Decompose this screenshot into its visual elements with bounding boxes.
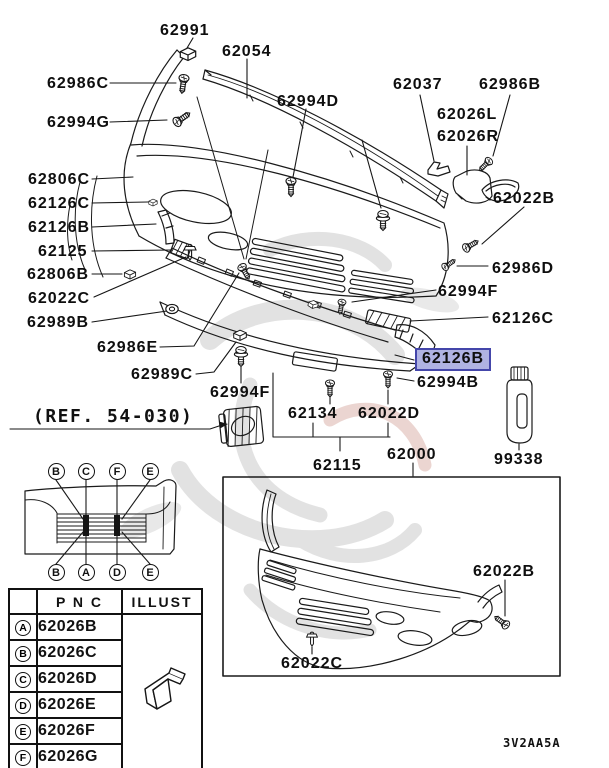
part-label-62126B[interactable]: 62126B	[28, 219, 91, 236]
row-key-cell	[9, 666, 37, 692]
part-label-62022C-2[interactable]: 62022C	[281, 655, 344, 672]
part-label-62037[interactable]: 62037	[393, 76, 443, 93]
part-label-99338[interactable]: 99338	[494, 451, 544, 468]
part-label-62989C[interactable]: 62989C	[131, 366, 194, 383]
grille-callout-top-B: B	[48, 463, 65, 480]
part-label-62986C[interactable]: 62986C	[47, 75, 110, 92]
pnc-column-header: P N C	[37, 589, 122, 614]
illust-cell	[122, 614, 202, 768]
part-label-62994F[interactable]: 62994F	[438, 283, 499, 300]
pnc-cell[interactable]: 62026E	[37, 692, 122, 718]
part-label-62126B-selected[interactable]: 62126B	[415, 348, 491, 371]
row-key-cell	[9, 614, 37, 640]
part-label-62134[interactable]: 62134	[288, 405, 338, 422]
part-label-62126C[interactable]: 62126C	[28, 195, 91, 212]
grille-callout-bottom-E: E	[142, 564, 159, 581]
part-label-62126C-2[interactable]: 62126C	[492, 310, 555, 327]
pnc-cell[interactable]: 62026B	[37, 614, 122, 640]
grille-callout-bottom-A: A	[78, 564, 95, 581]
part-label-62026L[interactable]: 62026L	[437, 106, 498, 123]
part-label-62022D[interactable]: 62022D	[358, 405, 421, 422]
part-label-62989B[interactable]: 62989B	[27, 314, 90, 331]
part-label-62986D[interactable]: 62986D	[492, 260, 555, 277]
pnc-table-header-row	[9, 589, 202, 614]
part-label-62986E[interactable]: 62986E	[97, 339, 159, 356]
table-row	[9, 614, 202, 640]
grille-callout-top-E: E	[142, 463, 159, 480]
grille-callout-top-F: F	[109, 463, 126, 480]
row-key-cell	[9, 692, 37, 718]
part-label-62022B[interactable]: 62022B	[493, 190, 556, 207]
part-label-62991[interactable]: 62991	[160, 22, 210, 39]
grille-callout-bottom-B: B	[48, 564, 65, 581]
part-label-62994B[interactable]: 62994B	[417, 374, 480, 391]
part-label-62026R[interactable]: 62026R	[437, 128, 500, 145]
part-label-62806C[interactable]: 62806C	[28, 171, 91, 188]
row-key-cell	[9, 640, 37, 666]
part-label-62115[interactable]: 62115	[313, 457, 362, 474]
part-label-62000[interactable]: 62000	[387, 446, 437, 463]
key-column-header	[9, 589, 37, 614]
pnc-table	[8, 588, 203, 768]
part-label-62994F-2[interactable]: 62994F	[210, 384, 271, 401]
pnc-cell[interactable]: 62026G	[37, 744, 122, 768]
clip-illustration	[131, 659, 193, 721]
ref-note: (REF. 54-030)	[33, 406, 194, 427]
row-key-badge: A	[15, 620, 31, 636]
row-key-badge: C	[15, 672, 31, 688]
grille-callout-bottom-D: D	[109, 564, 126, 581]
row-key-badge: D	[15, 698, 31, 714]
part-label-62022C[interactable]: 62022C	[28, 290, 91, 307]
row-key-badge: F	[15, 750, 31, 766]
row-key-cell	[9, 744, 37, 768]
grille-callout-top-C: C	[78, 463, 95, 480]
part-label-62986B[interactable]: 62986B	[479, 76, 542, 93]
row-key-badge: E	[15, 724, 31, 740]
part-label-62054[interactable]: 62054	[222, 43, 272, 60]
pnc-cell[interactable]: 62026F	[37, 718, 122, 744]
row-key-badge: B	[15, 646, 31, 662]
part-label-62994D[interactable]: 62994D	[277, 93, 340, 110]
pnc-cell[interactable]: 62026D	[37, 666, 122, 692]
part-label-62994G[interactable]: 62994G	[47, 114, 110, 131]
row-key-cell	[9, 718, 37, 744]
pnc-cell[interactable]: 62026C	[37, 640, 122, 666]
part-label-62806B[interactable]: 62806B	[27, 266, 90, 283]
illust-column-header: ILLUST	[122, 589, 202, 614]
part-label-62022B-2[interactable]: 62022B	[473, 563, 536, 580]
diagram-code: 3V2AA5A	[503, 736, 561, 750]
part-label-62125[interactable]: 62125	[38, 243, 88, 260]
